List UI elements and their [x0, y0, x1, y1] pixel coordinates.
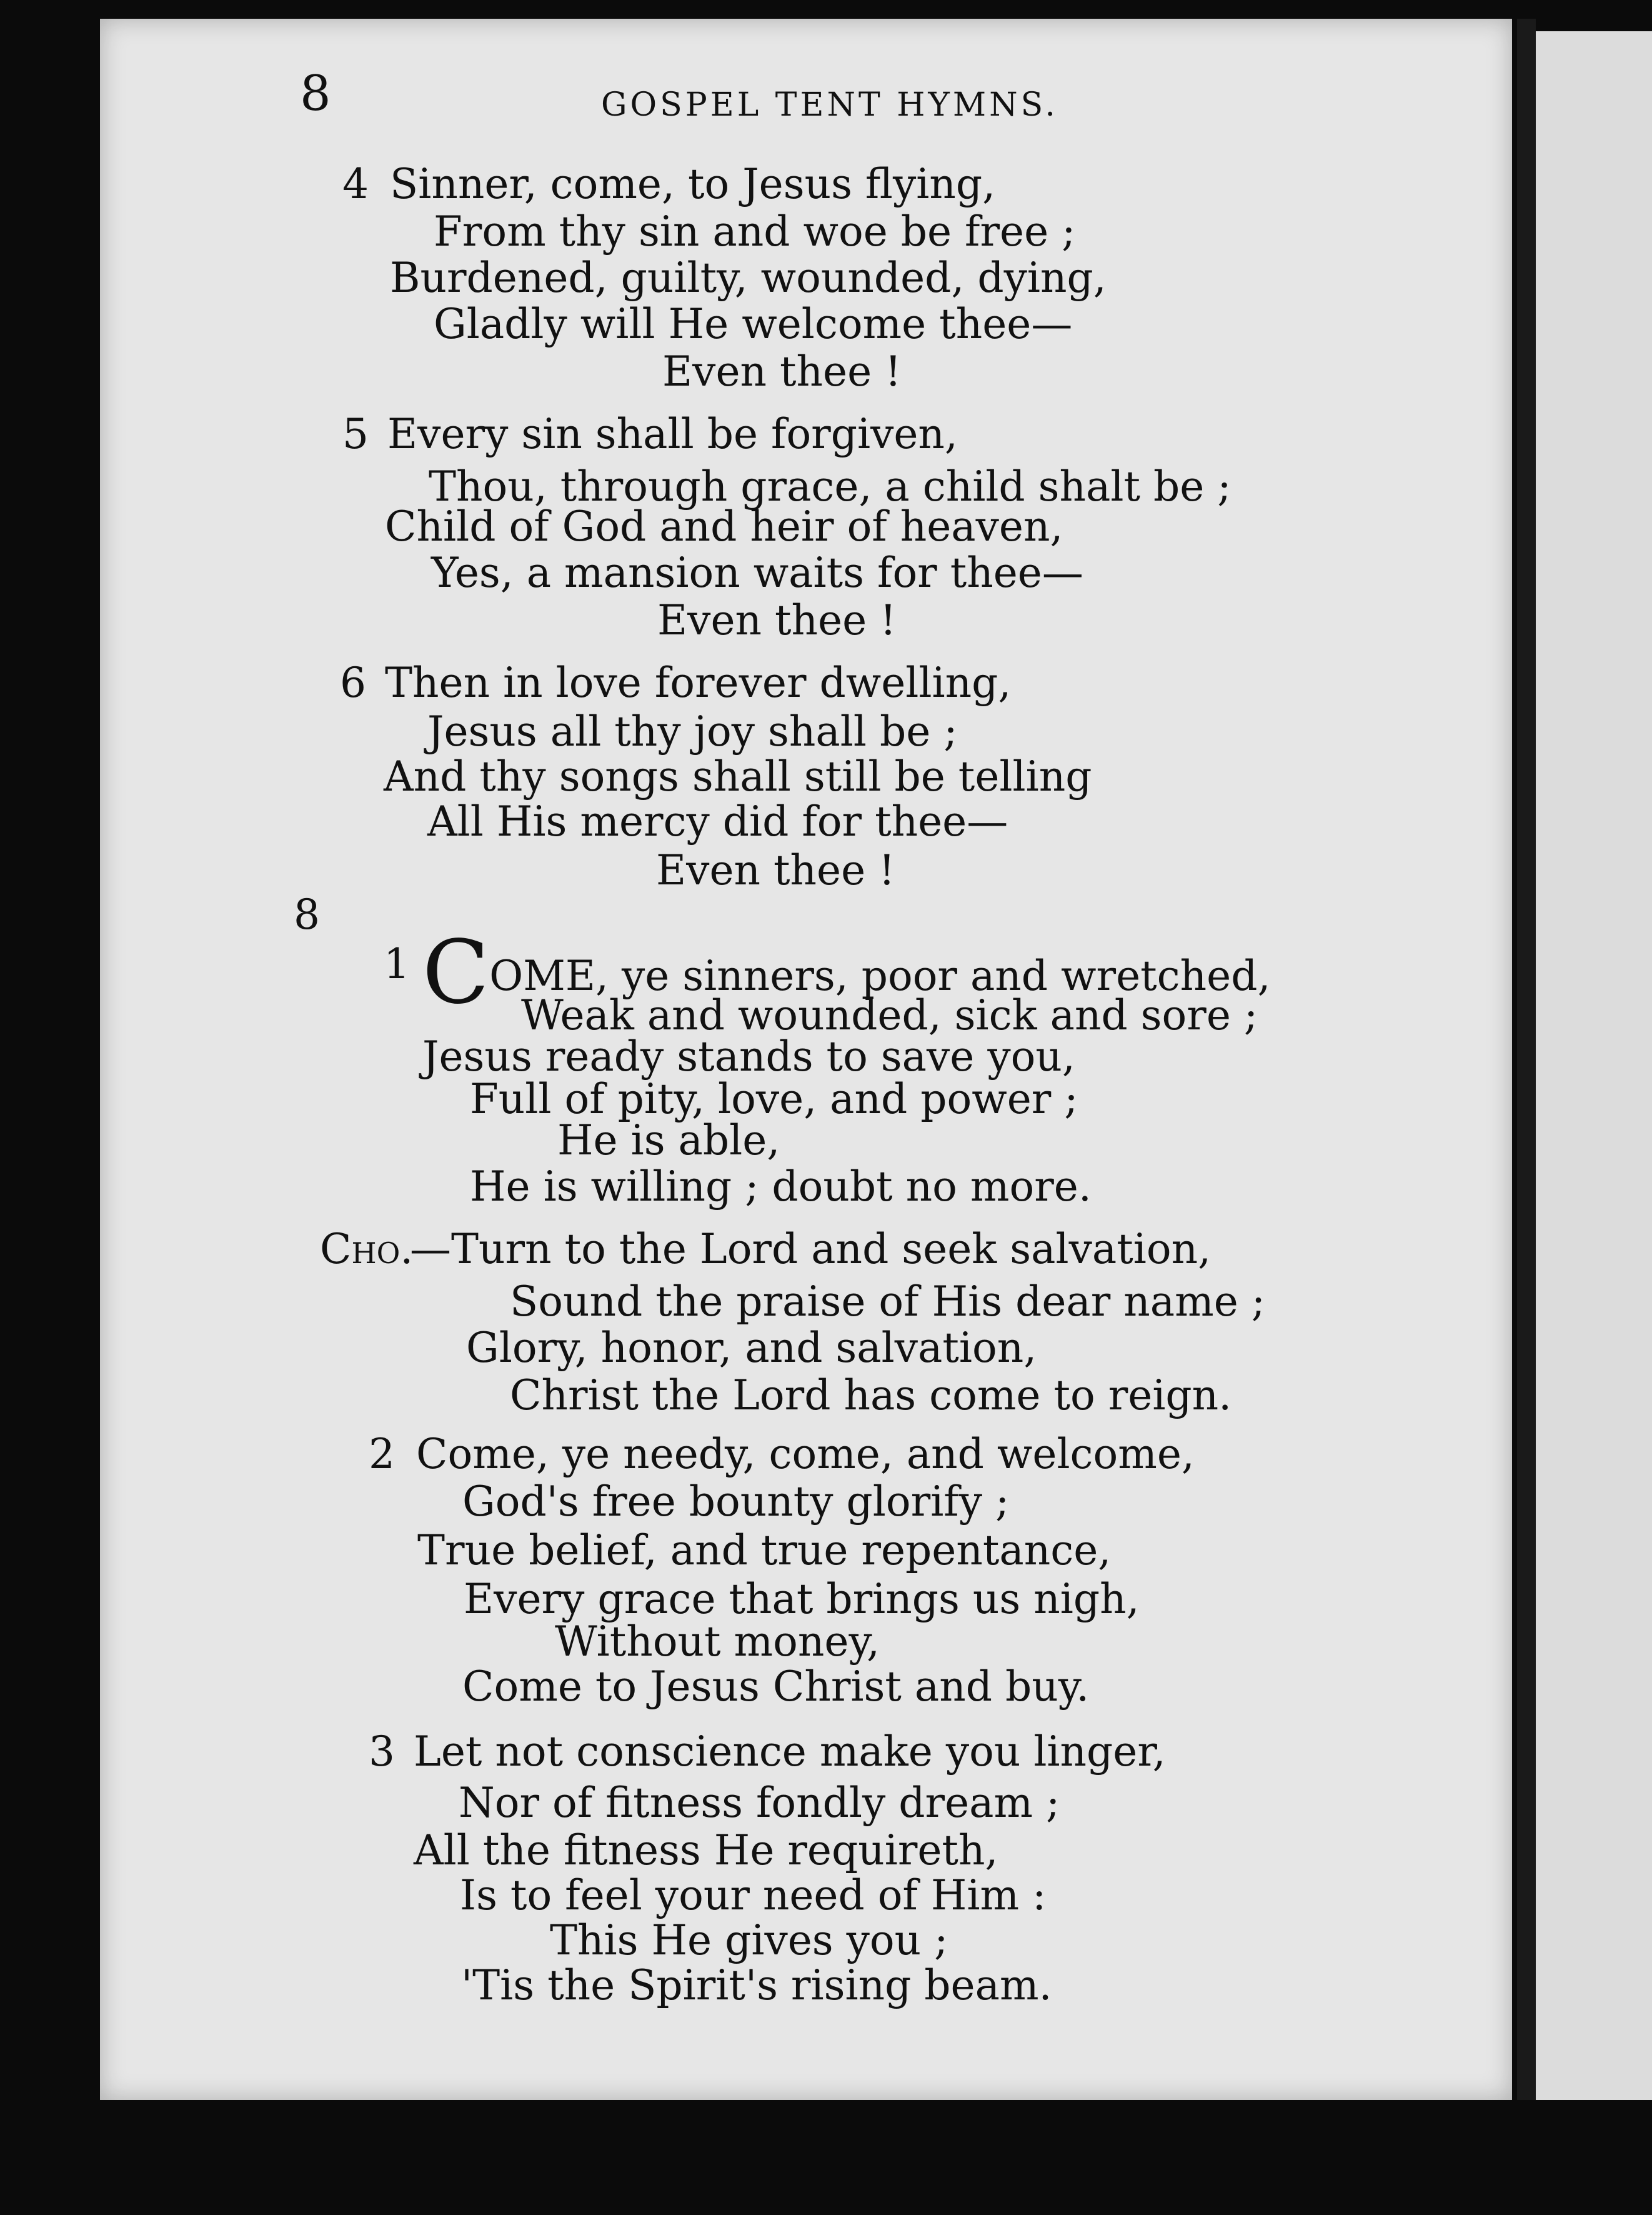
verse-line: Jesus all thy joy shall be ;: [427, 708, 958, 756]
verse-line: Then in love forever dwelling,: [385, 659, 1012, 707]
verse-line: Weak and wounded, sick and sore ;: [521, 991, 1258, 1039]
verse-line: Every grace that brings us nigh,: [464, 1575, 1140, 1623]
stanza-number: 4: [342, 160, 369, 208]
verse-line: Even thee !: [656, 846, 895, 894]
verse-line: He is willing ; doubt no more.: [470, 1162, 1092, 1211]
verse-line: 'Tis the Spirit's rising beam.: [461, 1961, 1052, 2009]
scan-border: [0, 2100, 1652, 2215]
running-title: GOSPEL TENT HYMNS.: [601, 86, 1058, 124]
verse-line: All the fitness He requireth,: [414, 1826, 998, 1874]
verse-line: Come to Jesus Christ and buy.: [462, 1662, 1090, 1711]
stanza-number: 2: [369, 1430, 395, 1478]
verse-line: Yes, a mansion waits for thee—: [431, 549, 1083, 597]
verse-line: Full of pity, love, and power ;: [470, 1075, 1078, 1123]
verse-line: Thou, through grace, a child shalt be ;: [429, 462, 1232, 511]
stanza-number: 3: [369, 1728, 395, 1776]
verse-line: Sound the praise of His dear name ;: [510, 1278, 1265, 1326]
verse-line: All His mercy did for thee—: [427, 798, 1008, 846]
verse-line: Nor of fitness fondly dream ;: [459, 1779, 1060, 1827]
hymn-number: 8: [294, 891, 320, 939]
verse-line: Even thee !: [657, 596, 897, 644]
chorus-label: Cho.: [320, 1225, 414, 1273]
stanza-number: 5: [342, 410, 369, 458]
verse-line: Every sin shall be forgiven,: [387, 410, 958, 458]
verse-line: Come, ye needy, come, and welcome,: [416, 1430, 1195, 1478]
verse-line: Without money,: [555, 1618, 880, 1666]
verse-line: Christ the Lord has come to reign.: [510, 1371, 1232, 1419]
verse-line: OME, ye sinners, poor and wretched,: [489, 952, 1271, 1000]
verse-line: Glory, honor, and salvation,: [466, 1324, 1037, 1372]
verse-line: He is able,: [557, 1116, 780, 1164]
verse-line: Burdened, guilty, wounded, dying,: [390, 254, 1107, 302]
verse-line: Even thee !: [662, 348, 902, 396]
verse-line: From thy sin and woe be free ;: [434, 208, 1076, 256]
verse-line: Gladly will He welcome thee—: [434, 300, 1073, 348]
stanza-number: 6: [340, 659, 366, 707]
verse-line: Sinner, come, to Jesus flying,: [390, 160, 996, 208]
verse-line: Is to feel your need of Him :: [460, 1871, 1047, 1919]
verse-line: This He gives you ;: [550, 1916, 948, 1964]
verse-line: Let not conscience make you linger,: [414, 1728, 1166, 1776]
verse-line: Jesus ready stands to save you,: [422, 1032, 1075, 1081]
stanza-number: 1: [384, 940, 410, 988]
facing-page-edge: [1536, 31, 1652, 2100]
verse-line: And thy songs shall still be telling: [384, 752, 1092, 801]
verse-line: True belief, and true repentance,: [417, 1526, 1112, 1574]
page-gutter: [1517, 19, 1536, 2100]
verse-line: God's free bounty glorify ;: [462, 1478, 1010, 1526]
verse-line: Child of God and heir of heaven,: [385, 502, 1063, 551]
page-number: 8: [300, 66, 331, 122]
drop-cap: C: [422, 922, 490, 1024]
verse-line: —Turn to the Lord and seek salvation,: [410, 1225, 1212, 1273]
